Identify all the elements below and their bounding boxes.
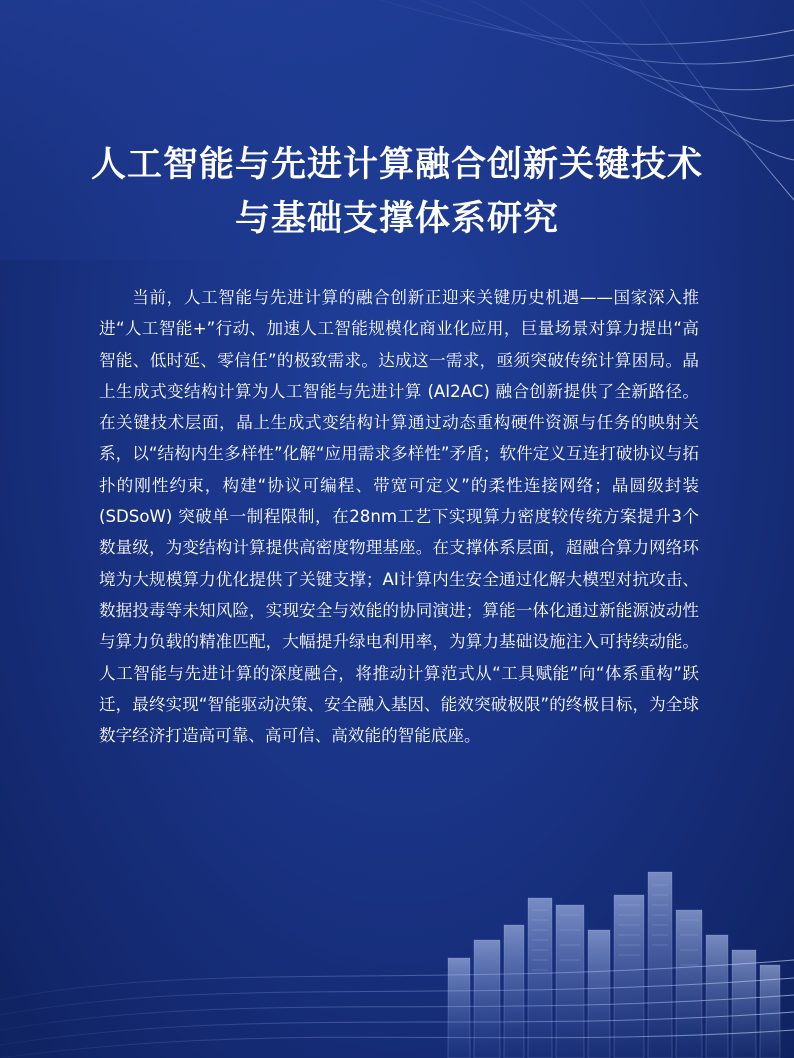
title-line-1: 人工智能与先进计算融合创新关键技术 [90, 145, 703, 185]
title-line-2: 与基础支撑体系研究 [234, 199, 559, 239]
page-title [0, 138, 794, 246]
abstract-paragraph: 当前，人工智能与先进计算的融合创新正迎来关键历史机遇——国家深入推进“人工智能+”行动、加速人工智能规模化商业化应用，巨量场景对算力提出“高智能、低时延、零信任”的极致需求。达成这一需求，亟须突破传统计算困局。晶上生成式变结构计算为人工智能与先进计算 (AI2AC) 融合创新提供了全新路径。在关键技术层面，晶上生成式变结构计算通过动态重构硬件资源与任务的映射关系，以“结构内生多样性”化解“应用需求多样性”矛盾；软件定义互连打破协议与拓扑的刚性约束，构建“协议可编程、带宽可定义”的柔性连接网络；晶圆级封装 (SDSoW) 突破单一制程限制，在28nm工艺下实现算力密度较传统方案提升3个数量级，为变结构计算提供高密度物理基座。在支撑体系层面，超融合算力网络环境为大规模算力优化提供了关键支撑；AI计算内生安全通过化解大模型对抗攻击、数据投毒等未知风险，实现安全与效能的协同演进；算能一体化通过新能源波动性与算力负载的精准匹配，大幅提升绿电利用率，为算力基础设施注入可持续动能。人工智能与先进计算的深度融合，将推动计算范式从“工具赋能”向“体系重构”跃迁，最终实现“智能驱动决策、安全融入基因、能效突破极限”的终极目标，为全球数字经济打造高可靠、高可信、高效能的智能底座。 [99, 288, 699, 746]
bottom-wave-lines [0, 960, 794, 1058]
